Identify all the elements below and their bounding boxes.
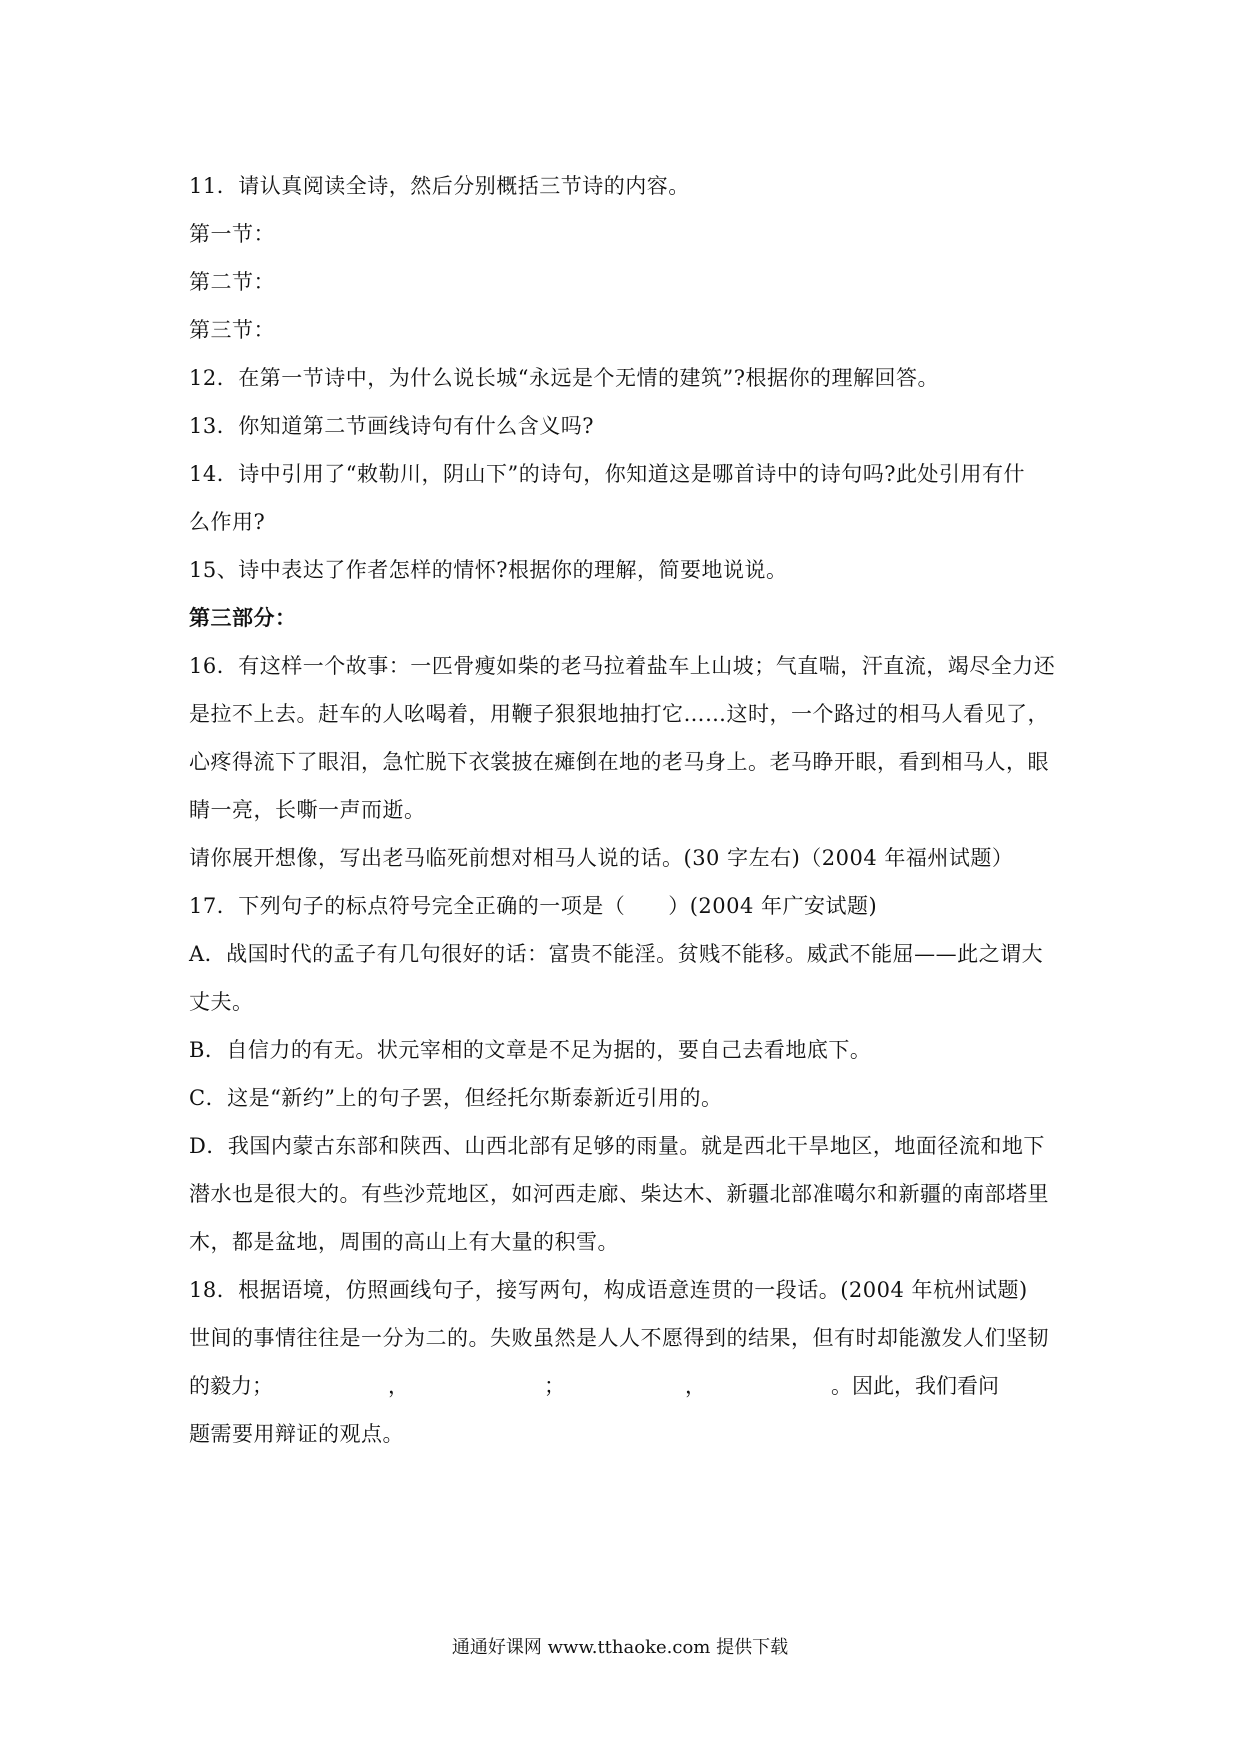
question-16-line-3: 心疼得流下了眼泪，急忙脱下衣裳披在瘫倒在地的老马身上。老马睁开眼，看到相马人，眼 — [189, 750, 1049, 774]
question-16-line-4: 睛一亮，长嘶一声而逝。 — [189, 798, 426, 822]
part-three-heading: 第三部分： — [189, 605, 297, 630]
question-18-line-2: 世间的事情往往是一分为二的。失败虽然是人人不愿得到的结果，但有时却能激发人们坚韧 — [189, 1326, 1049, 1350]
question-16-prompt: 请你展开想像，写出老马临死前想对相马人说的话。(30 字左右)（2004 年福州试题） — [189, 846, 1014, 870]
question-11: 11．请认真阅读全诗，然后分别概括三节诗的内容。 — [189, 174, 690, 198]
section-1-label: 第一节： — [189, 222, 275, 246]
option-c: C．这是“新约”上的句子罢，但经托尔斯泰新近引用的。 — [189, 1086, 723, 1110]
question-18-fill-in-line — [189, 1362, 1059, 1410]
question-18-line-4: 题需要用辩证的观点。 — [189, 1422, 404, 1446]
option-a-line-1: A．战国时代的孟子有几句很好的话：富贵不能淫。贫贱不能移。威武不能屈——此之谓大 — [189, 942, 1044, 966]
question-13: 13．你知道第二节画线诗句有什么含义吗? — [189, 414, 594, 438]
question-12: 12．在第一节诗中，为什么说长城“永远是个无情的建筑”?根据你的理解回答。 — [189, 366, 939, 390]
question-14-line-1: 14．诗中引用了“敕勒川，阴山下”的诗句，你知道这是哪首诗中的诗句吗?此处引用有什 — [189, 462, 1025, 486]
question-16-line-1: 16．有这样一个故事：一匹骨瘦如柴的老马拉着盐车上山坡；气直喘，汗直流，竭尽全力还 — [189, 654, 1056, 678]
section-2-label: 第二节： — [189, 270, 275, 294]
blank-punct-1: ， — [388, 1374, 409, 1398]
option-a-line-2: 丈夫。 — [189, 990, 254, 1014]
question-15: 15、诗中表达了作者怎样的情怀?根据你的理解，简要地说说。 — [189, 558, 788, 582]
section-3-label: 第三节： — [189, 318, 275, 342]
blank-punct-2: ； — [544, 1374, 565, 1398]
option-d-line-3: 木，都是盆地，周围的高山上有大量的积雪。 — [189, 1230, 619, 1254]
question-18-line-3-end: 。因此，我们看问 — [831, 1374, 999, 1398]
question-14-line-2: 么作用? — [189, 510, 266, 534]
question-18: 18．根据语境，仿照画线句子，接写两句，构成语意连贯的一段话。(2004 年杭州试题) — [189, 1278, 1028, 1302]
question-18-line-3-start: 的毅力； — [189, 1374, 273, 1398]
blank-punct-3: ， — [685, 1374, 706, 1398]
question-16-line-2: 是拉不上去。赶车的人吆喝着，用鞭子狠狠地抽打它……这时，一个路过的相马人看见了， — [189, 702, 1049, 726]
option-d-line-2: 潜水也是很大的。有些沙荒地区，如河西走廊、柴达木、新疆北部准噶尔和新疆的南部塔里 — [189, 1182, 1049, 1206]
option-d-line-1: D．我国内蒙古东部和陕西、山西北部有足够的雨量。就是西北干旱地区，地面径流和地下 — [189, 1134, 1045, 1158]
question-17: 17．下列句子的标点符号完全正确的一项是（ ）(2004 年广安试题) — [189, 894, 878, 918]
document-content — [189, 162, 1059, 1458]
option-b: B．自信力的有无。状元宰相的文章是不足为据的，要自己去看地底下。 — [189, 1038, 872, 1062]
page-footer: 通通好课网 www.tthaoke.com 提供下载 — [451, 1637, 789, 1658]
